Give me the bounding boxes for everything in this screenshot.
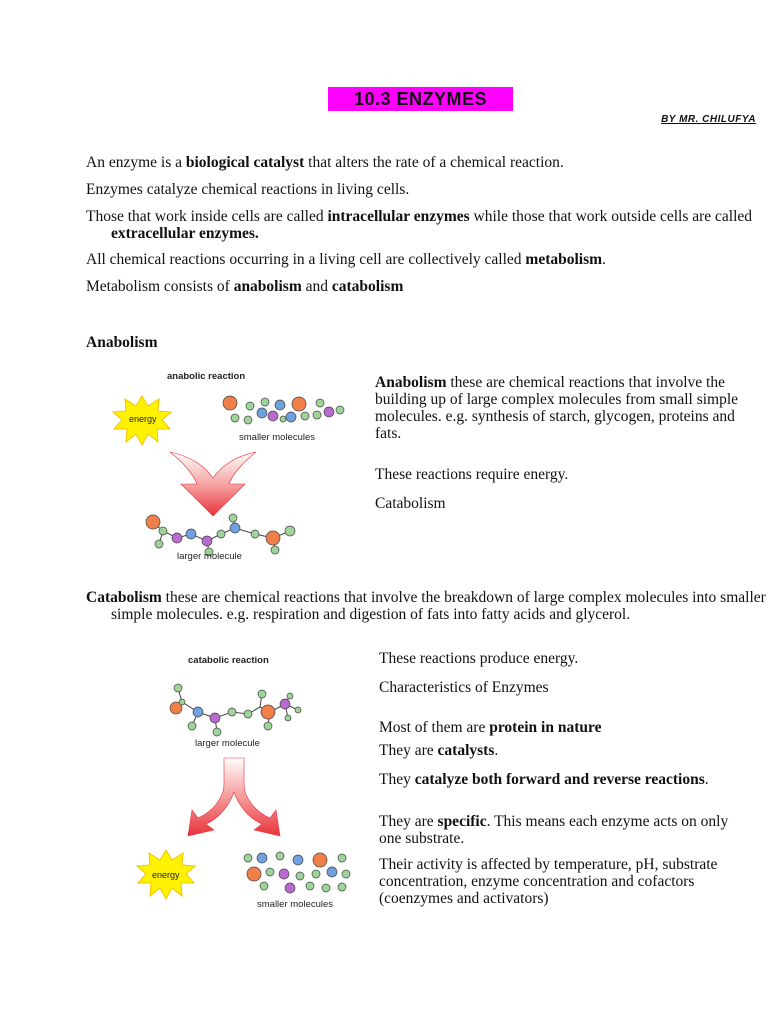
page-title: 10.3 ENZYMES (328, 87, 513, 111)
intro-p3: Those that work inside cells are called intracellular enzymes while those that work outside cells are called extracellular enzymes. (86, 208, 753, 242)
characteristic-3: They catalyze both forward and reverse reactions. (379, 771, 709, 788)
catabolic-diagram-svg (120, 652, 370, 917)
arrow-down-icon (170, 452, 256, 516)
catabolic-smaller-label: smaller molecules (257, 899, 334, 910)
catabolism-produces: These reactions produce energy. (379, 650, 579, 667)
characteristic-4: They are specific. This means each enzyme acts on only one substrate. (379, 813, 729, 847)
catabolic-larger-label: larger molecule (195, 738, 260, 749)
anabolic-smaller-label: smaller molecules (239, 432, 316, 443)
anabolism-heading: Anabolism (86, 334, 158, 351)
anabolic-energy-label: energy (129, 414, 157, 424)
catabolic-larger-molecule-icon (170, 684, 301, 736)
anabolic-larger-label: larger molecule (177, 551, 242, 562)
anabolic-diagram (95, 366, 365, 566)
anabolic-diagram-title: anabolic reaction (167, 371, 246, 382)
intro-p5: Metabolism consists of anabolism and catabolism (86, 278, 404, 295)
intro-p4: All chemical reactions occurring in a living cell are collectively called metabolism. (86, 251, 606, 268)
characteristics-heading: Characteristics of Enzymes (379, 679, 549, 696)
characteristic-2: They are catalysts. (379, 742, 499, 759)
characteristic-1: Most of them are protein in nature (379, 719, 602, 736)
intro-p2: Enzymes catalyze chemical reactions in living cells. (86, 181, 410, 198)
catabolism-label: Catabolism (375, 495, 446, 512)
catabolic-smaller-molecules-icon (244, 852, 350, 893)
catabolic-energy-label: energy (152, 870, 180, 880)
larger-molecule-icon (146, 514, 295, 556)
catabolism-description: Catabolism these are chemical reactions that involve the breakdown of large complex molecules into smaller simple molecules. e.g. respiration and digestion of fats into fatty acids and glycerol. (86, 589, 766, 623)
characteristic-5: Their activity is affected by temperature, pH, substrate concentration, enzyme concentration and cofactors (coenzymes and activators) (379, 856, 718, 907)
anabolism-requires: These reactions require energy. (375, 466, 569, 483)
smaller-molecules-icon (223, 396, 344, 424)
anabolism-description: Anabolism these are chemical reactions that involve the building up of large complex molecules from small simple molecules. e.g. synthesis of starch, glycogen, proteins and fats. (375, 374, 739, 442)
author-credit: BY MR. CHILUFYA (661, 114, 756, 125)
split-arrow-icon (188, 758, 280, 836)
catabolic-diagram-title: catabolic reaction (188, 655, 269, 666)
intro-p1: An enzyme is a biological catalyst that alters the rate of a chemical reaction. (86, 154, 564, 171)
catabolic-diagram (120, 652, 370, 917)
anabolic-diagram-svg (95, 366, 365, 566)
